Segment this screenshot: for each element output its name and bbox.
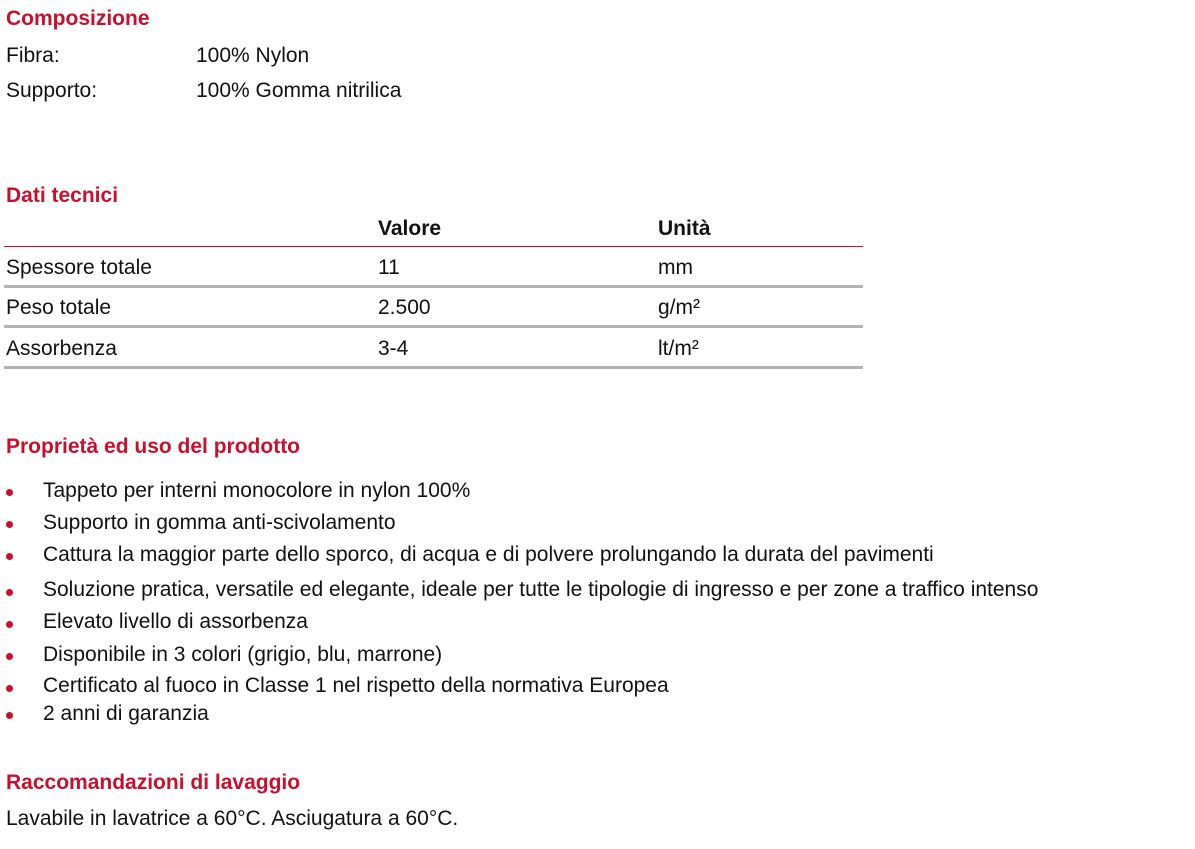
technical-title: Dati tecnici <box>6 184 119 207</box>
properties-title: Proprietà ed uso del prodotto <box>6 435 301 458</box>
list-item-text: Certificato al fuoco in Classe 1 nel rispetto della normativa Europea <box>43 674 669 697</box>
table-row-divider <box>4 285 863 288</box>
composition-label-fiber: Fibra: <box>6 44 60 67</box>
list-item-text: Soluzione pratica, versatile ed elegante, ideale per tutte le tipologie di ingresso e per zone a traffico intenso <box>43 578 1039 601</box>
washing-text: Lavabile in lavatrice a 60°C. Asciugatura a 60°C. <box>6 807 459 830</box>
table-header-divider <box>4 246 863 247</box>
table-cell-name: Spessore totale <box>6 256 152 279</box>
bullet-icon <box>6 589 13 596</box>
table-cell-unit: mm <box>658 256 693 279</box>
composition-value-fiber: 100% Nylon <box>196 44 310 67</box>
table-cell-name: Assorbenza <box>6 337 117 360</box>
table-cell-unit: lt/m² <box>658 337 699 360</box>
composition-value-support: 100% Gomma nitrilica <box>196 79 402 102</box>
washing-title: Raccomandazioni di lavaggio <box>6 771 301 794</box>
composition-title: Composizione <box>6 7 150 30</box>
bullet-icon <box>6 653 13 660</box>
composition-label-support: Supporto: <box>6 79 98 102</box>
list-item-text: Supporto in gomma anti-scivolamento <box>43 511 396 534</box>
list-item-text: Cattura la maggior parte dello sporco, di acqua e di polvere prolungando la durata del pavimenti <box>43 543 934 566</box>
bullet-icon <box>6 685 13 692</box>
table-cell-unit: g/m² <box>658 296 700 319</box>
bullet-icon <box>6 489 13 496</box>
technical-header-value: Valore <box>378 217 442 240</box>
technical-header-unit: Unità <box>658 217 711 240</box>
bullet-icon <box>6 621 13 628</box>
bullet-icon <box>6 553 13 560</box>
table-cell-value: 2.500 <box>378 296 431 319</box>
list-item-text: Elevato livello di assorbenza <box>43 610 308 633</box>
table-row-divider <box>4 366 863 369</box>
list-item-text: Tappeto per interni monocolore in nylon 100% <box>43 479 471 502</box>
table-cell-value: 3-4 <box>378 337 409 360</box>
bullet-icon <box>6 521 13 528</box>
table-row-divider <box>4 325 863 328</box>
list-item-text: 2 anni di garanzia <box>43 702 209 725</box>
table-cell-value: 11 <box>378 256 400 279</box>
table-cell-name: Peso totale <box>6 296 112 319</box>
bullet-icon <box>6 712 13 719</box>
list-item-text: Disponibile in 3 colori (grigio, blu, marrone) <box>43 643 443 666</box>
